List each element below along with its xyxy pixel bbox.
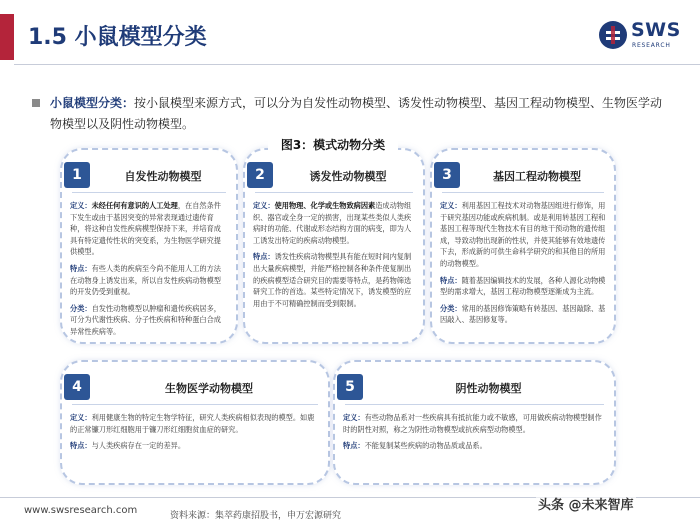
paragraph-label: 特点： xyxy=(343,441,365,451)
card-paragraph xyxy=(440,303,606,326)
card-title: 基因工程动物模型 xyxy=(493,170,581,183)
paragraph-text: 不能复制某些疾病的动物品质或品系。 xyxy=(364,441,487,451)
card-title: 阴性动物模型 xyxy=(455,382,522,395)
card-header xyxy=(432,150,614,194)
paragraph-label: 定义： xyxy=(253,201,275,210)
watermark: 头条 @未来智库 xyxy=(536,494,636,513)
card-header xyxy=(335,362,614,406)
paragraph-label: 特点： xyxy=(440,275,462,285)
card-divider xyxy=(72,192,226,193)
card-negative-model xyxy=(333,360,616,485)
card-number-badge: 5 xyxy=(337,374,363,400)
card-divider xyxy=(345,404,604,405)
card-number-badge: 3 xyxy=(434,162,460,188)
page-title: 1.5 小鼠模型分类 xyxy=(28,25,207,50)
paragraph-label: 分类： xyxy=(70,303,92,313)
paragraph-text: ，在自然条件下发生或由于基因突变的异常表现通过遗传育种，将这种自发性疾病模型保持下来，并培育成具有特定遗传性状的突变系，为生物医学研究提供模型。 xyxy=(70,201,221,257)
card-divider xyxy=(72,404,318,405)
sws-logo-mark-icon xyxy=(598,20,628,50)
sws-logo xyxy=(598,18,690,54)
card-paragraph xyxy=(70,263,228,298)
paragraph-highlight: 未经任何有意识的人工处理 xyxy=(91,201,178,210)
paragraph-label: 定义： xyxy=(70,413,92,422)
card-paragraph xyxy=(343,440,606,452)
slide-header xyxy=(0,0,700,70)
card-paragraph xyxy=(70,412,320,435)
card-header xyxy=(62,362,328,406)
card-header xyxy=(62,150,236,194)
card-paragraph xyxy=(70,303,228,336)
paragraph-label: 定义： xyxy=(343,413,365,422)
paragraph-text: 自发性动物模型以肿瘤和遗传疾病居多，可分为代谢性疾病、分子性疾病和特种蛋白合成异常性疾病等。 xyxy=(70,303,221,336)
card-paragraph xyxy=(70,200,228,258)
card-induced-model xyxy=(243,148,425,344)
paragraph-label: 定义： xyxy=(70,201,92,210)
paragraph-label: 特点： xyxy=(70,263,92,273)
paragraph-label: 特点： xyxy=(253,252,275,262)
card-spontaneous-model xyxy=(60,148,238,344)
card-paragraph xyxy=(253,251,415,309)
card-number-badge: 2 xyxy=(247,162,273,188)
card-paragraph xyxy=(343,412,606,435)
card-number-badge: 4 xyxy=(64,374,90,400)
card-body xyxy=(440,200,606,336)
card-body xyxy=(343,412,606,477)
logo-text: SWS xyxy=(631,19,681,41)
paragraph-label: 分类： xyxy=(440,303,462,313)
card-paragraph xyxy=(440,200,606,270)
paragraph-text: 造成动物组织、器官或全身一定的损害，出现某些类似人类疾病时的功能、代谢或形态结构方面的病变，即为人工诱发出特定的疾病动物模型。 xyxy=(253,201,412,245)
paragraph-text: 常用的基因修饰策略有转基因、基因敲除、基因敲入、基因修复等。 xyxy=(440,303,606,325)
card-title: 自发性动物模型 xyxy=(124,170,202,183)
card-header xyxy=(245,150,423,194)
card-paragraph xyxy=(253,200,415,246)
footer-source: 资料来源：集萃药康招股书，申万宏源研究 xyxy=(170,511,342,521)
header-accent-bar xyxy=(0,14,14,60)
intro-paragraph xyxy=(50,93,670,135)
header-divider xyxy=(14,64,700,65)
card-body xyxy=(70,412,320,477)
card-divider xyxy=(442,192,604,193)
paragraph-text: 诱发性疾病动物模型具有能在短时间内复制出大量疾病模型，并能严格控制各种条件使复制出的疾病模型适合研究目的需要等特点，是药物筛选研究工作的首选。某些特定情况下，诱发模型的应用由于不可精确控制而受到限制。 xyxy=(253,252,412,308)
card-divider xyxy=(255,192,413,193)
card-title: 生物医学动物模型 xyxy=(165,382,253,395)
paragraph-label: 定义： xyxy=(440,201,462,210)
card-paragraph xyxy=(70,440,320,452)
paragraph-text: 有些人类的疾病至今尚不能用人工的方法在动物身上诱发出来，所以自发性疾病动物模型的开发仍受到重视。 xyxy=(70,263,221,297)
figure-title: 图3：模式动物分类 xyxy=(268,136,398,153)
paragraph-text: 与人类疾病存在一定的差异。 xyxy=(91,441,186,451)
intro-text: 按小鼠模型来源方式，可以分为自发性动物模型、诱发性动物模型、基因工程动物模型、生物医学动物模型以及阴性动物模型。 xyxy=(50,96,663,131)
card-title: 诱发性动物模型 xyxy=(309,170,387,183)
paragraph-text: 有些动物品系对一些疾病具有抵抗能力或不敏感，可用做疾病动物模型制作时的阴性对照，称之为阴性动物模型或抗疾病型动物模型。 xyxy=(343,413,602,434)
paragraph-highlight: 使用物理、化学或生物致病因素 xyxy=(274,201,376,210)
card-body xyxy=(70,200,228,336)
logo-subtext: RESEARCH xyxy=(632,42,671,49)
card-paragraph xyxy=(440,275,606,298)
bullet-square-icon xyxy=(32,99,40,107)
paragraph-text: 利用健康生物的特定生物学特征，研究人类疾病相似表现的模型。如鹿的正常镰刀形红细胞用于镰刀形红细胞贫血症的研究。 xyxy=(70,413,315,434)
paragraph-text: 利用基因工程技术对动物基因组进行修饰，用于研究基因功能或疾病机制。或是利用转基因工程和基因工程等现代生物技术有目的地干预动物的遗传组成，导致动物出现新的性状，并使其能够有效地遗传下去，形成新的可供生命科学研究的和其他目的所用的动物模型。 xyxy=(440,201,606,268)
card-genetic-engineering-model xyxy=(430,148,616,344)
footer-url[interactable]: www.swsresearch.com xyxy=(24,505,138,516)
paragraph-label: 特点： xyxy=(70,441,92,451)
card-biomedical-model xyxy=(60,360,330,485)
paragraph-text: 随着基因编辑技术的发展，各种人源化动物模型的需求增大，基因工程动物模型逐渐成为主流。 xyxy=(440,275,606,297)
intro-keyword: 小鼠模型分类： xyxy=(50,96,135,110)
card-body xyxy=(253,200,415,336)
card-number-badge: 1 xyxy=(64,162,90,188)
